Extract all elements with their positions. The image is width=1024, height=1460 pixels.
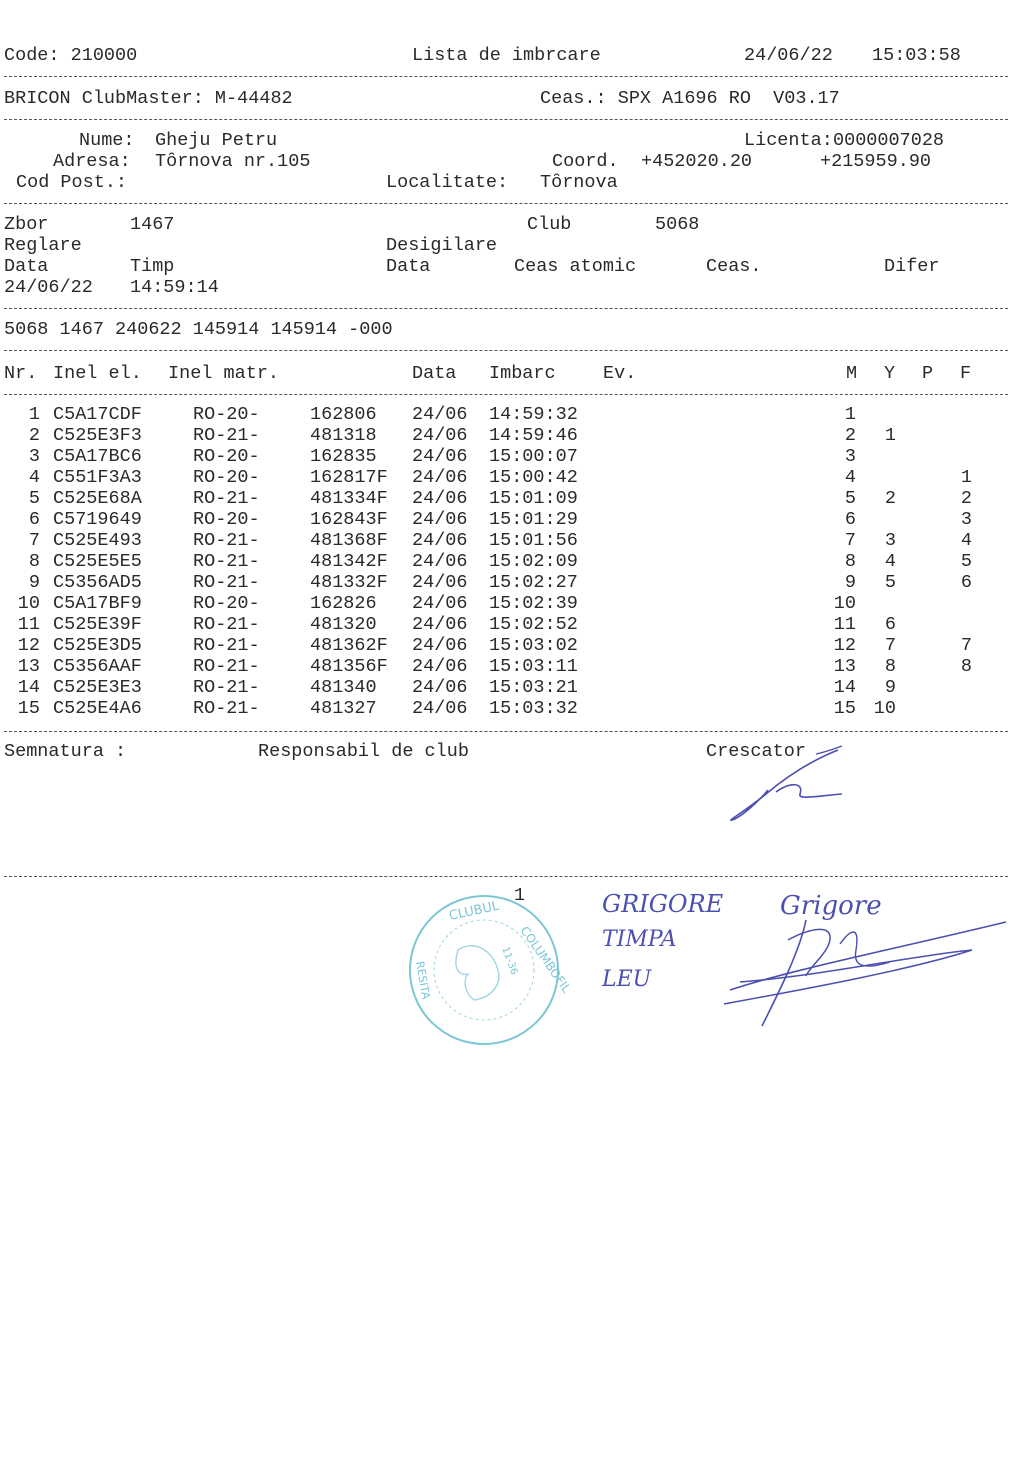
row-inel-matr: 162826 [310, 593, 377, 614]
row-m: 10 [833, 593, 856, 614]
divider [4, 203, 1008, 204]
row-inel-matr: 162806 [310, 404, 377, 425]
name-label: Nume: [79, 130, 135, 151]
row-date: 24/06 [412, 614, 468, 635]
row-inel-el: C525E39F [53, 614, 142, 635]
row-inel-matr: 162835 [310, 446, 377, 467]
row-ring-prefix: RO-20- [193, 467, 260, 488]
row-m: 2 [844, 425, 856, 446]
row-inel-matr: 481334F [310, 488, 388, 509]
row-time: 15:00:07 [489, 446, 578, 467]
row-time: 15:00:42 [489, 467, 578, 488]
row-date: 24/06 [412, 551, 468, 572]
clock-id: Ceas.: SPX A1696 RO V03.17 [540, 88, 840, 109]
row-y: 6 [884, 614, 896, 635]
row-inel-matr: 481327 [310, 698, 377, 719]
row-date: 24/06 [412, 572, 468, 593]
row-inel-el: C5719649 [53, 509, 142, 530]
row-inel-el: C5A17BC6 [53, 446, 142, 467]
row-time: 15:02:39 [489, 593, 578, 614]
row-inel-el: C525E68A [53, 488, 142, 509]
print-time: 15:03:58 [872, 45, 961, 66]
row-nr: 7 [28, 530, 40, 551]
ceas-atomic-label: Ceas atomic [514, 256, 637, 277]
row-date: 24/06 [412, 404, 468, 425]
row-nr: 10 [17, 593, 40, 614]
row-time: 15:01:56 [489, 530, 578, 551]
row-m: 14 [833, 677, 856, 698]
software-id: BRICON ClubMaster: M-44482 [4, 88, 293, 109]
row-nr: 1 [28, 404, 40, 425]
row-inel-matr: 481368F [310, 530, 388, 551]
row-inel-matr: 162843F [310, 509, 388, 530]
col-y: Y [884, 363, 896, 384]
row-time: 15:03:32 [489, 698, 578, 719]
row-date: 24/06 [412, 446, 468, 467]
difer-label: Difer [884, 256, 940, 277]
divider [4, 394, 1008, 395]
reglare-date: 24/06/22 [4, 277, 93, 298]
row-inel-matr: 481318 [310, 425, 377, 446]
row-y: 8 [884, 656, 896, 677]
row-time: 15:01:29 [489, 509, 578, 530]
row-ring-prefix: RO-21- [193, 677, 260, 698]
row-inel-el: C525E3F3 [53, 425, 142, 446]
row-f: 7 [960, 635, 972, 656]
row-nr: 4 [28, 467, 40, 488]
code-text: Code: 210000 [4, 45, 138, 66]
zbor-value: 1467 [130, 214, 175, 235]
address-label: Adresa: [53, 151, 131, 172]
ceas-label: Ceas. [706, 256, 762, 277]
document-title: Lista de imbrcare [412, 45, 601, 66]
row-nr: 9 [28, 572, 40, 593]
row-y: 3 [884, 530, 896, 551]
handwritten-name-leu: LEU [602, 967, 652, 992]
row-date: 24/06 [412, 425, 468, 446]
row-nr: 15 [17, 698, 40, 719]
row-m: 5 [844, 488, 856, 509]
data-label-2: Data [386, 256, 431, 277]
row-f: 3 [960, 509, 972, 530]
row-inel-el: C525E493 [53, 530, 142, 551]
row-m: 12 [833, 635, 856, 656]
row-time: 15:03:02 [489, 635, 578, 656]
divider [4, 119, 1008, 120]
row-inel-el: C5356AAF [53, 656, 142, 677]
divider [4, 76, 1008, 77]
responsabil-label: Responsabil de club [258, 741, 469, 762]
semnatura-label: Semnatura : [4, 741, 127, 762]
coord-label: Coord. [552, 151, 619, 172]
row-ring-prefix: RO-21- [193, 698, 260, 719]
data-label: Data [4, 256, 49, 277]
page-number: 1 [514, 885, 526, 906]
row-time: 14:59:32 [489, 404, 578, 425]
row-time: 14:59:46 [489, 425, 578, 446]
row-ring-prefix: RO-20- [193, 509, 260, 530]
row-y: 7 [884, 635, 896, 656]
row-m: 13 [833, 656, 856, 677]
row-ring-prefix: RO-21- [193, 572, 260, 593]
row-inel-el: C525E3E3 [53, 677, 142, 698]
timp-label: Timp [130, 256, 175, 277]
col-m: M [846, 363, 858, 384]
row-ring-prefix: RO-20- [193, 404, 260, 425]
row-f: 5 [960, 551, 972, 572]
reglare-label: Reglare [4, 235, 82, 256]
row-time: 15:03:21 [489, 677, 578, 698]
row-time: 15:01:09 [489, 488, 578, 509]
crescator-label: Crescator [706, 741, 806, 762]
divider [4, 350, 1008, 351]
row-date: 24/06 [412, 635, 468, 656]
club-value: 5068 [655, 214, 700, 235]
row-m: 7 [844, 530, 856, 551]
row-ring-prefix: RO-21- [193, 635, 260, 656]
svg-text:11-36: 11-36 [499, 945, 520, 977]
locality-label: Localitate: [386, 172, 509, 193]
row-m: 11 [833, 614, 856, 635]
row-time: 15:03:11 [489, 656, 578, 677]
row-date: 24/06 [412, 467, 468, 488]
row-inel-matr: 481362F [310, 635, 388, 656]
row-m: 4 [844, 467, 856, 488]
row-y: 5 [884, 572, 896, 593]
row-time: 15:02:27 [489, 572, 578, 593]
col-ev: Ev. [603, 363, 637, 384]
divider [4, 731, 1008, 732]
divider [4, 876, 1008, 877]
svg-text:CLUBUL: CLUBUL [447, 898, 501, 924]
row-date: 24/06 [412, 530, 468, 551]
row-f: 1 [960, 467, 972, 488]
row-y: 1 [884, 425, 896, 446]
row-nr: 5 [28, 488, 40, 509]
row-nr: 3 [28, 446, 40, 467]
row-y: 9 [884, 677, 896, 698]
row-inel-matr: 162817F [310, 467, 388, 488]
license-number: 0000007028 [833, 130, 945, 151]
row-m: 15 [833, 698, 856, 719]
row-ring-prefix: RO-20- [193, 593, 260, 614]
row-ring-prefix: RO-20- [193, 446, 260, 467]
row-time: 15:02:09 [489, 551, 578, 572]
svg-text:RESITA: RESITA [413, 960, 433, 1001]
row-f: 8 [960, 656, 972, 677]
svg-text:Grigore: Grigore [780, 891, 882, 921]
row-y: 2 [884, 488, 896, 509]
row-date: 24/06 [412, 656, 468, 677]
postcode-label: Cod Post.: [16, 172, 128, 193]
row-ring-prefix: RO-21- [193, 656, 260, 677]
coord-longitude: +215959.90 [820, 151, 932, 172]
breeder-signature [720, 742, 860, 832]
row-m: 8 [844, 551, 856, 572]
divider [4, 308, 1008, 309]
row-date: 24/06 [412, 698, 468, 719]
license-label: Licenta: [744, 130, 833, 151]
committee-signature [710, 880, 1010, 1030]
row-inel-el: C5356AD5 [53, 572, 142, 593]
row-inel-matr: 481340 [310, 677, 377, 698]
club-stamp [402, 890, 574, 1050]
row-nr: 13 [17, 656, 40, 677]
row-nr: 12 [17, 635, 40, 656]
row-ring-prefix: RO-21- [193, 614, 260, 635]
row-inel-el: C525E5E5 [53, 551, 142, 572]
handwritten-name-timpa: TIMPA [602, 927, 677, 952]
row-y: 4 [884, 551, 896, 572]
row-ring-prefix: RO-21- [193, 425, 260, 446]
row-inel-matr: 481332F [310, 572, 388, 593]
col-inel-el: Inel el. [53, 363, 142, 384]
row-f: 2 [960, 488, 972, 509]
row-nr: 6 [28, 509, 40, 530]
desigilare-label: Desigilare [386, 235, 498, 256]
row-f: 6 [960, 572, 972, 593]
row-inel-matr: 481342F [310, 551, 388, 572]
row-nr: 2 [28, 425, 40, 446]
col-f: F [960, 363, 972, 384]
row-nr: 11 [17, 614, 40, 635]
row-y: 10 [873, 698, 896, 719]
coord-latitude: +452020.20 [641, 151, 753, 172]
row-inel-matr: 481320 [310, 614, 377, 635]
col-p: P [922, 363, 934, 384]
row-date: 24/06 [412, 488, 468, 509]
club-label: Club [527, 214, 572, 235]
col-data: Data [412, 363, 457, 384]
row-f: 4 [960, 530, 972, 551]
row-inel-el: C551F3A3 [53, 467, 142, 488]
flight-code-line: 5068 1467 240622 145914 145914 -000 [4, 319, 393, 340]
row-date: 24/06 [412, 509, 468, 530]
row-date: 24/06 [412, 593, 468, 614]
row-ring-prefix: RO-21- [193, 551, 260, 572]
col-inel-matr: Inel matr. [168, 363, 280, 384]
row-time: 15:02:52 [489, 614, 578, 635]
zbor-label: Zbor [4, 214, 49, 235]
col-imbarc: Imbarc [489, 363, 556, 384]
locality-value: Tȏrnova [540, 172, 618, 193]
reglare-time: 14:59:14 [130, 277, 219, 298]
owner-name: Gheju Petru [155, 130, 278, 151]
owner-address: Tȏrnova nr.105 [155, 151, 311, 172]
row-ring-prefix: RO-21- [193, 530, 260, 551]
row-m: 3 [844, 446, 856, 467]
row-m: 1 [844, 404, 856, 425]
row-date: 24/06 [412, 677, 468, 698]
row-m: 6 [844, 509, 856, 530]
row-inel-el: C5A17CDF [53, 404, 142, 425]
col-nr: Nr. [4, 363, 38, 384]
row-nr: 14 [17, 677, 40, 698]
row-inel-el: C525E3D5 [53, 635, 142, 656]
row-inel-el: C525E4A6 [53, 698, 142, 719]
row-m: 9 [844, 572, 856, 593]
handwritten-name-grigore: GRIGORE [602, 890, 724, 918]
row-inel-el: C5A17BF9 [53, 593, 142, 614]
row-nr: 8 [28, 551, 40, 572]
row-inel-matr: 481356F [310, 656, 388, 677]
svg-text:COLUMBOFIL: COLUMBOFIL [517, 923, 574, 996]
row-ring-prefix: RO-21- [193, 488, 260, 509]
print-date: 24/06/22 [744, 45, 833, 66]
